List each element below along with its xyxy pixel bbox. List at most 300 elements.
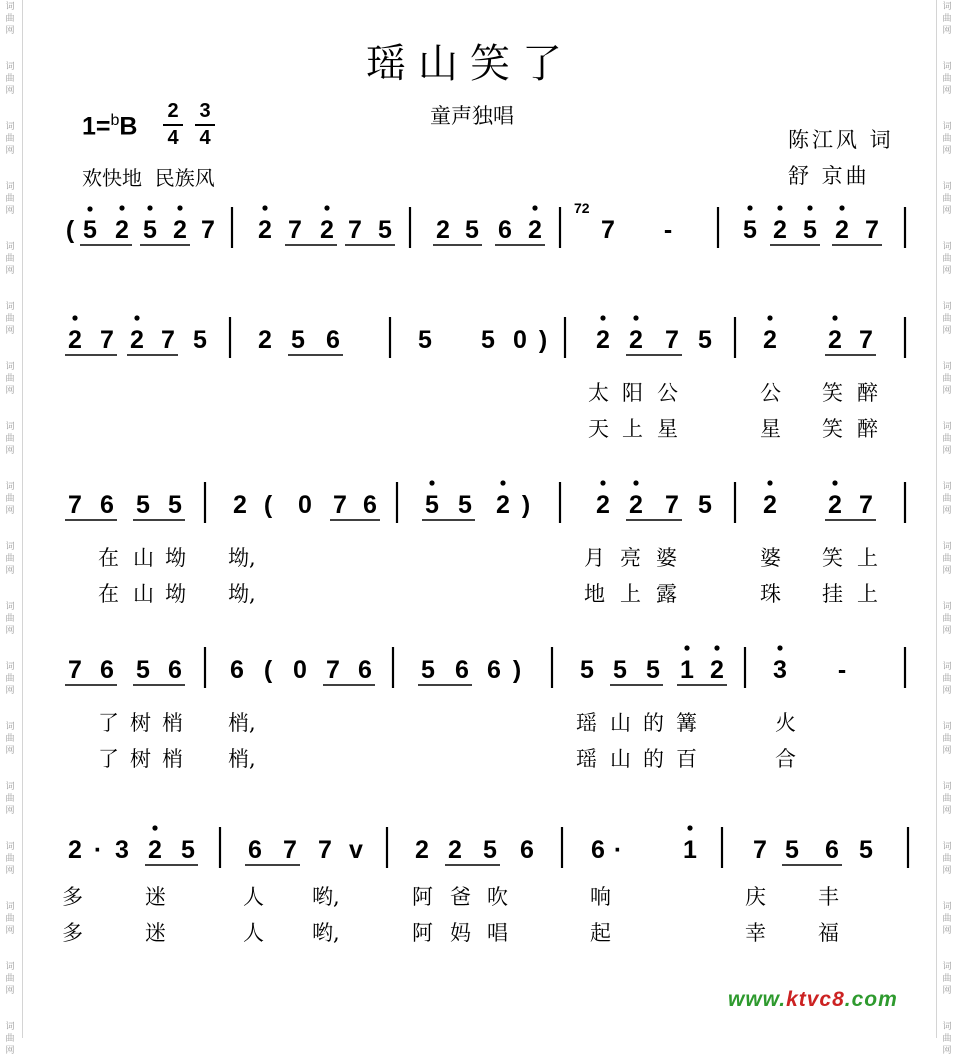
- edge-mark-glyph: 曲: [5, 614, 15, 624]
- watermark-prefix: www.: [728, 988, 787, 1011]
- note: 7: [859, 491, 873, 519]
- edge-mark-glyph: 网: [942, 446, 952, 456]
- note: 3: [773, 656, 787, 684]
- note: 5: [168, 491, 182, 519]
- edge-mark-glyph: 曲: [5, 194, 15, 204]
- note: 7: [288, 216, 302, 244]
- note: 7: [348, 216, 362, 244]
- song-title: 瑶山笑了: [366, 41, 574, 87]
- octave-dot-high: [429, 480, 434, 485]
- note: 2: [763, 326, 777, 354]
- note: 6: [591, 836, 605, 864]
- note: ): [512, 656, 522, 684]
- edge-mark-glyph: 网: [942, 146, 952, 156]
- note: 7: [201, 216, 215, 244]
- edge-mark-glyph: 词: [942, 482, 952, 492]
- lyric-syllable: 瑶: [576, 747, 597, 771]
- lyric-syllable: 露: [656, 582, 677, 606]
- lyric-syllable: 笑: [822, 381, 843, 405]
- edge-mark-glyph: 曲: [5, 434, 15, 444]
- edge-mark-glyph: 网: [5, 146, 15, 156]
- edge-mark-glyph: 曲: [942, 314, 952, 324]
- note: v: [349, 836, 363, 864]
- note: 5: [181, 836, 195, 864]
- note: ): [521, 491, 531, 519]
- edge-mark-glyph: 词: [942, 242, 952, 252]
- octave-dot-high: [684, 645, 689, 650]
- octave-dot-high: [262, 205, 267, 210]
- lyric-syllable: 阿: [412, 885, 433, 909]
- note: 7: [161, 326, 175, 354]
- octave-dot-high: [767, 480, 772, 485]
- edge-mark-glyph: 网: [5, 566, 15, 576]
- edge-mark-glyph: 词: [5, 122, 15, 132]
- edge-mark-glyph: 网: [5, 1046, 15, 1056]
- watermark-suffix: .com: [844, 988, 898, 1011]
- note: 7: [865, 216, 879, 244]
- edge-mark-glyph: 词: [5, 782, 15, 792]
- notation-system-5: [0, 815, 959, 885]
- lyric-syllable: 梢: [162, 711, 183, 735]
- note: 5: [613, 656, 627, 684]
- edge-mark-glyph: 网: [5, 386, 15, 396]
- note: 7: [100, 326, 114, 354]
- note: 2: [710, 656, 724, 684]
- edge-mark-glyph: 词: [5, 662, 15, 672]
- note: ): [538, 326, 548, 354]
- note: 6: [363, 491, 377, 519]
- time-signature-1: [163, 100, 183, 150]
- note: 2: [835, 216, 849, 244]
- key-note: B: [119, 112, 138, 141]
- lyric-syllable: 唱: [487, 921, 508, 945]
- time-denominator: 4: [199, 127, 211, 149]
- edge-mark-glyph: 曲: [5, 74, 15, 84]
- note: 2: [773, 216, 787, 244]
- note: 5: [136, 491, 150, 519]
- note: 5: [465, 216, 479, 244]
- octave-dot-high: [807, 205, 812, 210]
- edge-mark-glyph: 网: [5, 326, 15, 336]
- lyric-syllable: 哟,: [312, 885, 340, 909]
- note: 5: [580, 656, 594, 684]
- lyric-syllable: 珠: [760, 582, 781, 606]
- note: 2: [436, 216, 450, 244]
- lyric-syllable: 福: [818, 921, 839, 945]
- note: 2: [828, 491, 842, 519]
- note: 7: [665, 491, 679, 519]
- octave-dot-high: [839, 205, 844, 210]
- edge-mark-glyph: 曲: [5, 374, 15, 384]
- lyric-syllable: 醉: [857, 417, 878, 441]
- edge-mark-glyph: 词: [942, 602, 952, 612]
- lyric-syllable: 上: [622, 417, 643, 441]
- edge-mark-glyph: 网: [942, 86, 952, 96]
- lyric-syllable: 爸: [450, 885, 471, 909]
- edge-mark-glyph: 词: [942, 662, 952, 672]
- site-watermark: [728, 988, 898, 1012]
- note: 5: [83, 216, 97, 244]
- edge-mark-glyph: 网: [5, 266, 15, 276]
- lyric-syllable: 醉: [857, 381, 878, 405]
- edge-mark-glyph: 词: [942, 422, 952, 432]
- lyric-syllable: 吹: [487, 885, 508, 909]
- lyric-syllable: 坳: [165, 582, 186, 606]
- edge-mark-glyph: 词: [942, 2, 952, 12]
- time-denominator: 4: [167, 127, 179, 149]
- note: 3: [115, 836, 129, 864]
- edge-mark-glyph: 曲: [5, 554, 15, 564]
- edge-mark-glyph: 曲: [942, 974, 952, 984]
- time-signature-2: [195, 100, 215, 150]
- note: 2: [763, 491, 777, 519]
- lyric-syllable: 上: [857, 546, 878, 570]
- note: 2: [828, 326, 842, 354]
- note: 5: [421, 656, 435, 684]
- note: 2: [629, 491, 643, 519]
- edge-mark-glyph: 曲: [942, 494, 952, 504]
- note: 2: [629, 326, 643, 354]
- note: 2: [496, 491, 510, 519]
- lyric-syllable: 星: [760, 417, 781, 441]
- note: (: [263, 656, 273, 684]
- time-numerator: 2: [167, 100, 179, 122]
- edge-mark-glyph: 词: [942, 902, 952, 912]
- note: ·: [613, 836, 623, 864]
- note: 6: [100, 491, 114, 519]
- edge-mark-glyph: 词: [942, 302, 952, 312]
- note: 2: [320, 216, 334, 244]
- edge-mark-glyph: 网: [942, 506, 952, 516]
- note: 6: [326, 326, 340, 354]
- note: ·: [93, 836, 103, 864]
- edge-mark-glyph: 曲: [942, 794, 952, 804]
- lyric-syllable: 篝: [676, 711, 697, 735]
- note: 5: [646, 656, 660, 684]
- edge-mark-glyph: 词: [5, 602, 15, 612]
- edge-mark-glyph: 曲: [942, 194, 952, 204]
- edge-mark-glyph: 曲: [942, 74, 952, 84]
- lyric-syllable: 响: [590, 885, 611, 909]
- composer-credit: 舒 京曲: [788, 164, 870, 188]
- note: 5: [698, 491, 712, 519]
- note: 7: [859, 326, 873, 354]
- lyric-syllable: 哟,: [312, 921, 340, 945]
- note: 6: [248, 836, 262, 864]
- edge-mark-glyph: 曲: [5, 314, 15, 324]
- note: 0: [513, 326, 527, 354]
- edge-mark-glyph: 网: [942, 926, 952, 936]
- note: 5: [483, 836, 497, 864]
- octave-dot-high: [152, 825, 157, 830]
- edge-mark-glyph: 网: [942, 686, 952, 696]
- edge-mark-glyph: 曲: [5, 974, 15, 984]
- edge-mark-glyph: 词: [5, 62, 15, 72]
- edge-mark-glyph: 词: [5, 422, 15, 432]
- note: 2: [596, 491, 610, 519]
- edge-mark-glyph: 网: [942, 266, 952, 276]
- edge-mark-glyph: 网: [5, 926, 15, 936]
- lyric-syllable: 婆: [656, 546, 677, 570]
- edge-mark-glyph: 词: [5, 302, 15, 312]
- note: 5: [743, 216, 757, 244]
- notation-system-2: [0, 305, 959, 375]
- lyric-syllable: 幸: [745, 921, 766, 945]
- lyric-syllable: 的: [643, 711, 664, 735]
- edge-mark-glyph: 词: [5, 2, 15, 12]
- edge-mark-glyph: 词: [942, 62, 952, 72]
- lyric-syllable: 梢: [162, 747, 183, 771]
- note: 6: [520, 836, 534, 864]
- edge-mark-glyph: 网: [942, 626, 952, 636]
- edge-mark-glyph: 曲: [5, 494, 15, 504]
- edge-mark-glyph: 曲: [5, 1034, 15, 1044]
- edge-mark-glyph: 曲: [942, 674, 952, 684]
- edge-mark-glyph: 曲: [5, 914, 15, 924]
- edge-mark-glyph: 网: [942, 986, 952, 996]
- edge-mark-glyph: 曲: [942, 854, 952, 864]
- edge-mark-glyph: 词: [942, 782, 952, 792]
- lyric-syllable: 了: [98, 711, 119, 735]
- note: 5: [785, 836, 799, 864]
- notation-system-3: [0, 470, 959, 540]
- octave-dot-high: [134, 315, 139, 320]
- lyric-syllable: 太: [588, 381, 609, 405]
- note: -: [663, 216, 673, 244]
- note: 5: [458, 491, 472, 519]
- note: 5: [378, 216, 392, 244]
- octave-dot-high: [147, 205, 152, 210]
- edge-mark-glyph: 网: [942, 26, 952, 36]
- octave-dot-high: [532, 205, 537, 210]
- grace-note: 72: [574, 200, 590, 216]
- note: 5: [425, 491, 439, 519]
- lyric-syllable: 阳: [622, 381, 643, 405]
- edge-mark-glyph: 词: [942, 962, 952, 972]
- lyric-syllable: 庆: [745, 885, 766, 909]
- edge-mark-glyph: 词: [942, 362, 952, 372]
- lyric-syllable: 人: [243, 921, 264, 945]
- note: 2: [115, 216, 129, 244]
- lyric-syllable: 百: [676, 747, 697, 771]
- edge-mark-glyph: 曲: [942, 374, 952, 384]
- note: 2: [448, 836, 462, 864]
- lyric-syllable: 阿: [412, 921, 433, 945]
- edge-mark-glyph: 词: [5, 722, 15, 732]
- lyric-syllable: 上: [857, 582, 878, 606]
- lyric-syllable: 坳,: [228, 546, 256, 570]
- note: 7: [665, 326, 679, 354]
- edge-mark-glyph: 网: [942, 806, 952, 816]
- edge-mark-glyph: 网: [5, 506, 15, 516]
- lyric-syllable: 山: [133, 582, 154, 606]
- note: 7: [68, 491, 82, 519]
- octave-dot-high: [500, 480, 505, 485]
- note: 1: [683, 836, 697, 864]
- edge-mark-glyph: 曲: [942, 434, 952, 444]
- lyric-syllable: 公: [760, 381, 781, 405]
- lyric-syllable: 山: [610, 747, 631, 771]
- lyric-syllable: 树: [130, 747, 151, 771]
- octave-dot-high: [600, 315, 605, 320]
- note: 5: [481, 326, 495, 354]
- lyric-syllable: 山: [610, 711, 631, 735]
- lyric-syllable: 迷: [145, 921, 166, 945]
- lyric-syllable: 婆: [760, 546, 781, 570]
- edge-mark-glyph: 曲: [5, 134, 15, 144]
- note: 5: [193, 326, 207, 354]
- lyric-syllable: 瑶: [576, 711, 597, 735]
- key-signature: [82, 112, 137, 141]
- note: 7: [68, 656, 82, 684]
- note: 6: [498, 216, 512, 244]
- edge-mark-glyph: 网: [942, 866, 952, 876]
- lyric-syllable: 挂: [822, 582, 843, 606]
- note: 2: [258, 326, 272, 354]
- time-numerator: 3: [199, 100, 211, 122]
- note: 2: [596, 326, 610, 354]
- lyric-syllable: 在: [98, 546, 119, 570]
- edge-mark-glyph: 曲: [942, 734, 952, 744]
- octave-dot-high: [177, 205, 182, 210]
- note: 5: [859, 836, 873, 864]
- edge-mark-glyph: 网: [5, 86, 15, 96]
- lyric-syllable: 了: [98, 747, 119, 771]
- lyric-syllable: 多: [62, 921, 83, 945]
- lyric-syllable: 天: [588, 417, 609, 441]
- lyric-syllable: 迷: [145, 885, 166, 909]
- lyric-syllable: 多: [62, 885, 83, 909]
- note: 1: [680, 656, 694, 684]
- edge-mark-glyph: 网: [5, 806, 15, 816]
- edge-mark-glyph: 词: [5, 242, 15, 252]
- edge-mark-glyph: 曲: [5, 854, 15, 864]
- lyric-syllable: 合: [775, 747, 796, 771]
- note: 5: [143, 216, 157, 244]
- note: 5: [418, 326, 432, 354]
- lyric-syllable: 起: [590, 921, 611, 945]
- note: 2: [148, 836, 162, 864]
- note: 6: [825, 836, 839, 864]
- edge-mark-glyph: 词: [5, 902, 15, 912]
- edge-mark-glyph: 网: [942, 1046, 952, 1056]
- note: 0: [293, 656, 307, 684]
- note: 6: [455, 656, 469, 684]
- lyric-syllable: 火: [775, 711, 796, 735]
- edge-mark-glyph: 网: [5, 26, 15, 36]
- edge-mark-glyph: 曲: [942, 554, 952, 564]
- note: 2: [528, 216, 542, 244]
- octave-dot-high: [767, 315, 772, 320]
- lyric-syllable: 星: [657, 417, 678, 441]
- edge-mark-glyph: 曲: [942, 14, 952, 24]
- edge-mark-glyph: 词: [5, 842, 15, 852]
- octave-dot-high: [777, 645, 782, 650]
- notation-system-4: [0, 635, 959, 705]
- edge-mark-glyph: 网: [942, 746, 952, 756]
- lyric-syllable: 梢,: [228, 711, 256, 735]
- tempo-marking: 欢快地 民族风: [82, 166, 215, 190]
- note: 6: [487, 656, 501, 684]
- octave-dot-high: [714, 645, 719, 650]
- note: 6: [358, 656, 372, 684]
- lyric-syllable: 梢,: [228, 747, 256, 771]
- lyric-syllable: 坳: [165, 546, 186, 570]
- octave-dot-high: [777, 205, 782, 210]
- octave-dot-high: [633, 315, 638, 320]
- lyric-syllable: 亮: [620, 546, 641, 570]
- octave-dot-high: [832, 480, 837, 485]
- lyric-syllable: 在: [98, 582, 119, 606]
- note: 2: [68, 326, 82, 354]
- octave-dot-high: [747, 205, 752, 210]
- edge-mark-glyph: 词: [942, 1022, 952, 1032]
- edge-mark-glyph: 网: [942, 206, 952, 216]
- key-prefix: 1=: [82, 112, 111, 141]
- note: 0: [298, 491, 312, 519]
- edge-mark-glyph: 网: [5, 206, 15, 216]
- edge-mark-glyph: 词: [942, 542, 952, 552]
- edge-mark-glyph: 曲: [5, 14, 15, 24]
- octave-dot-high: [832, 315, 837, 320]
- note: 7: [318, 836, 332, 864]
- note: 7: [283, 836, 297, 864]
- lyric-syllable: 公: [657, 381, 678, 405]
- lyric-syllable: 树: [130, 711, 151, 735]
- octave-dot-high: [119, 205, 124, 210]
- edge-mark-glyph: 曲: [942, 914, 952, 924]
- edge-mark-glyph: 曲: [5, 794, 15, 804]
- note: 5: [291, 326, 305, 354]
- octave-dot: [87, 206, 92, 211]
- note: 2: [233, 491, 247, 519]
- edge-mark-glyph: 网: [5, 446, 15, 456]
- note: 2: [173, 216, 187, 244]
- lyric-syllable: 上: [620, 582, 641, 606]
- note: 6: [100, 656, 114, 684]
- octave-dot-high: [687, 825, 692, 830]
- note: 5: [698, 326, 712, 354]
- edge-mark-glyph: 曲: [5, 254, 15, 264]
- flat-sign: b: [110, 112, 120, 129]
- lyric-syllable: 人: [243, 885, 264, 909]
- note: -: [837, 656, 847, 684]
- edge-mark-glyph: 词: [942, 722, 952, 732]
- edge-mark-glyph: 曲: [942, 1034, 952, 1044]
- edge-mark-glyph: 词: [5, 182, 15, 192]
- octave-dot-high: [72, 315, 77, 320]
- notation-system-1: [0, 195, 959, 265]
- note: 7: [753, 836, 767, 864]
- lyric-syllable: 妈: [450, 921, 471, 945]
- lyric-syllable: 山: [133, 546, 154, 570]
- lyric-syllable: 笑: [822, 417, 843, 441]
- edge-mark-glyph: 网: [942, 386, 952, 396]
- lyricist-credit: 陈江风 词: [788, 128, 894, 152]
- note: 7: [601, 216, 615, 244]
- edge-mark-glyph: 词: [5, 1022, 15, 1032]
- edge-mark-glyph: 曲: [5, 734, 15, 744]
- edge-mark-glyph: 网: [942, 326, 952, 336]
- note: 6: [168, 656, 182, 684]
- edge-mark-glyph: 网: [5, 866, 15, 876]
- lyric-syllable: 坳,: [228, 582, 256, 606]
- edge-mark-glyph: 词: [942, 842, 952, 852]
- edge-mark-glyph: 词: [5, 482, 15, 492]
- edge-mark-glyph: 词: [5, 542, 15, 552]
- note: 2: [130, 326, 144, 354]
- note: 2: [68, 836, 82, 864]
